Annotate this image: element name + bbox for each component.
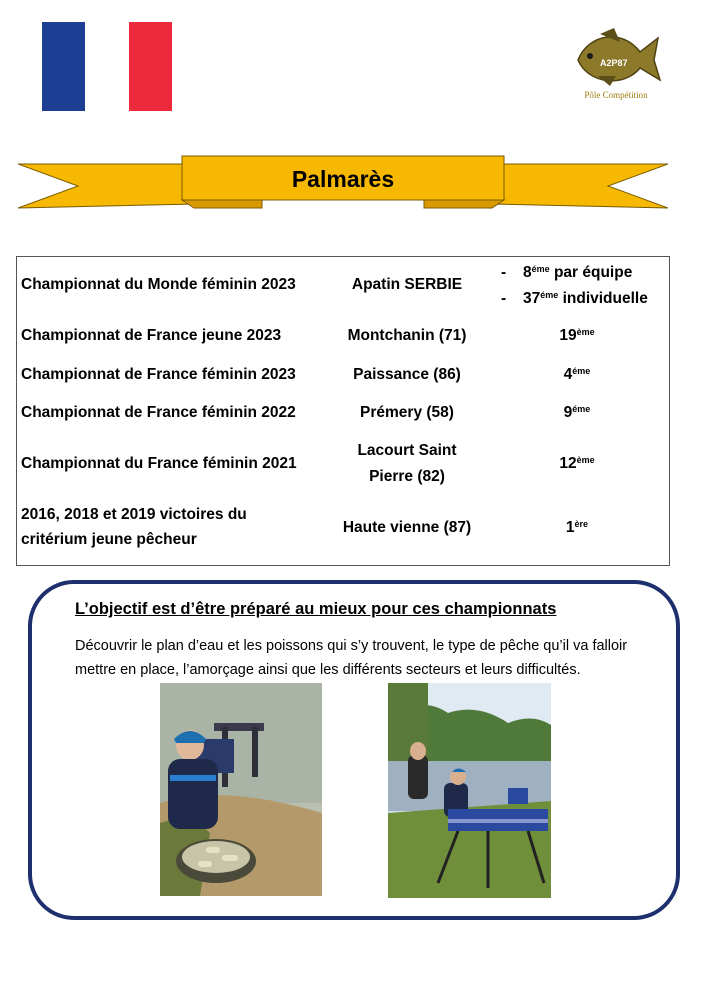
event-rank: $4^{éme}$ xyxy=(563,366,591,383)
rank-team: - $8^{éme}$ par équipe xyxy=(501,264,633,281)
photo-anglers-at-lake xyxy=(388,683,551,898)
objective-title: L’objectif est d’être préparé au mieux pour ces championnats xyxy=(75,600,557,618)
event-name-line1: 2016, 2018 et 2019 victoires du xyxy=(21,506,247,523)
event-rank: 19ème xyxy=(559,327,595,344)
flag-red-stripe xyxy=(129,22,172,111)
logo-caption: Pôle Compétition xyxy=(584,90,648,100)
event-place-line1: Lacourt Saint xyxy=(357,442,457,459)
logo-badge: A2P87 xyxy=(600,58,628,68)
rank-individual: - $37^{éme}$ individuelle xyxy=(501,290,648,307)
event-rank: 1ère xyxy=(565,519,589,536)
event-name: Championnat de France féminin 2023 xyxy=(21,366,296,383)
event-place: Apatin SERBIE xyxy=(351,276,463,293)
event-name: Championnat de France jeune 2023 xyxy=(21,327,282,344)
event-name: Championnat du France féminin 2021 xyxy=(21,455,297,472)
event-rank: 12ème xyxy=(559,455,595,472)
event-place-line2: Pierre (82) xyxy=(369,468,445,485)
objective-panel xyxy=(28,580,680,920)
flag-white-stripe xyxy=(85,22,128,111)
flag-blue-stripe xyxy=(42,22,85,111)
event-place: Paissance (86) xyxy=(353,366,461,383)
fish-icon xyxy=(570,26,662,90)
results-table xyxy=(16,256,670,566)
event-name: Championnat du Monde féminin 2023 xyxy=(21,276,296,293)
event-place: Prémery (58) xyxy=(360,404,454,421)
event-name-line2: critérium jeune pêcheur xyxy=(21,531,197,548)
event-rank: $9^{éme}$ xyxy=(563,404,591,421)
event-place: Haute vienne (87) xyxy=(342,519,472,536)
photo-angler-with-catch xyxy=(160,683,322,896)
event-place: Montchanin (71) xyxy=(347,327,467,344)
club-logo xyxy=(570,26,662,106)
objective-text: Découvrir le plan d’eau et les poissons qui s’y trouvent, le type de pêche qu’il va falloir mettre en place, l’amorçage ainsi que les différents secteurs et leurs difficultés. xyxy=(75,638,628,678)
event-name: Championnat de France féminin 2022 xyxy=(21,404,296,421)
page-title: Palmarès xyxy=(291,166,395,192)
french-flag xyxy=(42,22,172,111)
